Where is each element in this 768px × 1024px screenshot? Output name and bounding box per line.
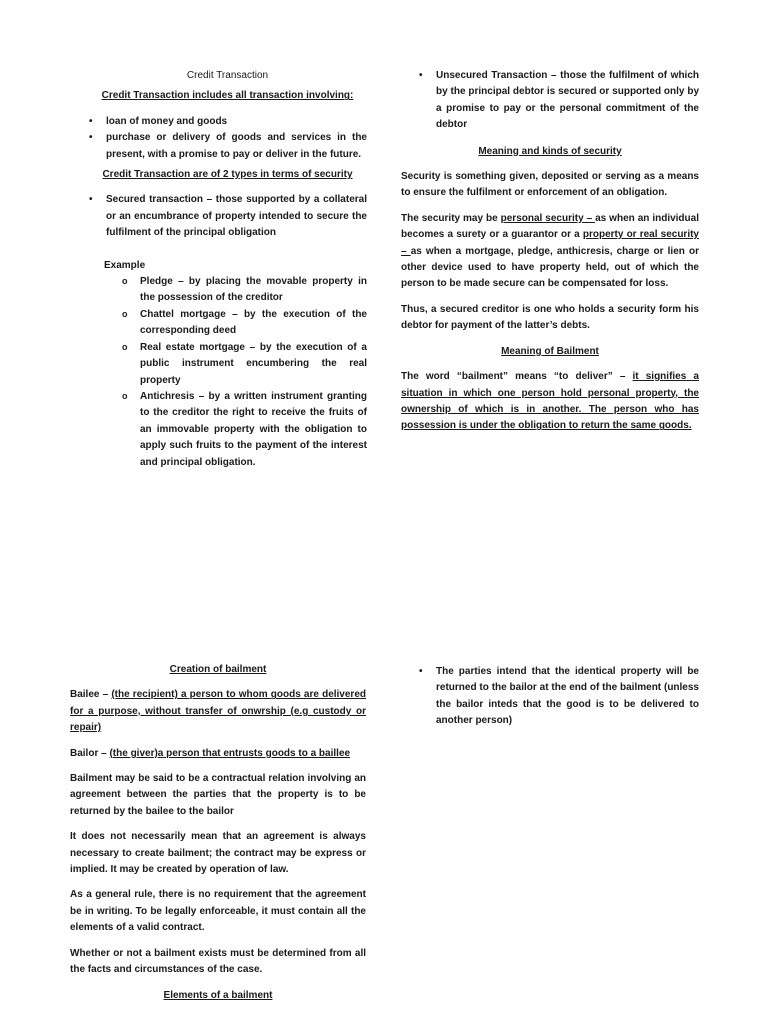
secured-creditor-paragraph: Thus, a secured creditor is one who holds a security form his debtor for payment of the latter’s debts. [401, 303, 699, 332]
text-run: (the recipient) a person to whom goods are delivered for a purpose, without transfer of onwrship (e.g custody or repair) [70, 689, 366, 734]
list-item: o Antichresis – by a written instrument granting to the creditor the right to receive the fruits of an immovable property with the obligation to apply such fruits to the payment of the interest and principal obligation. [140, 389, 367, 471]
paragraph-3: As a general rule, there is no requirement that the agreement be in writing. To be legally enforceable, it must contain all the elements of a valid contract. [70, 889, 366, 934]
list-item: • purchase or delivery of goods and services in the present, with a promise to pay or deliver in the future. [106, 130, 367, 163]
bailment-definition: it signifies a situation in which one person hold personal property, the ownership of which is in another. The person who has possession is under the obligation to return the same goods. [401, 371, 699, 432]
elements-heading: Elements of a bailment [163, 989, 273, 1001]
text-run: The security may be [401, 212, 501, 224]
list-item: • loan of money and goods [106, 114, 367, 130]
text-run: (the giver)a person that entrusts goods to a baillee [109, 747, 351, 759]
s2-right-column [436, 664, 699, 730]
example-list [140, 274, 367, 471]
credit-types-heading: Credit Transaction are of 2 types in terms of security [102, 169, 353, 181]
example-label: Example [104, 259, 146, 271]
intent-list [436, 664, 699, 730]
paragraph-4: Whether or not a bailment exists must be determined from all the facts and circumstances of the case. [70, 947, 366, 976]
bailee-definition [70, 687, 366, 736]
security-heading: Meaning and kinds of security [478, 145, 622, 157]
s1-left-column [88, 68, 367, 471]
list-item: • The parties intend that the identical property will be returned to the bailor at the end of the bailment (unless the bailor inteds that the good is to be delivered to another person) [436, 664, 699, 730]
paragraph-1: Bailment may be said to be a contractual relation involving an agreement between the parties that the property is to be returned by the bailee to the bailor [70, 773, 366, 817]
text-run: The word “bailment” means “to deliver” – [401, 371, 633, 383]
personal-security-term: personal security – [500, 212, 596, 224]
credit-transaction-title: Credit Transaction [186, 70, 269, 81]
list-item: • Unsecured Transaction – those the fulfilment of which by the principal debtor is secured or supported only by a promise to pay or the personal commitment of the debtor [436, 68, 699, 134]
property-security-term: property or real security – [401, 229, 699, 257]
security-kinds-paragraph [401, 211, 699, 293]
list-item: o Chattel mortgage – by the execution of the corresponding deed [140, 307, 367, 340]
secured-list [106, 192, 367, 241]
paragraph-2: It does not necessarily mean that an agreement is always necessary to create bailment; the contract may be express or implied. It may be created by operation of law. [70, 831, 366, 876]
security-definition: Security is something given, deposited or serving as a means to ensure the fulfilment or enforcement of an obligation. [401, 171, 699, 199]
credit-transaction-heading: Credit Transaction includes all transaction involving: [101, 90, 354, 102]
list-item: • Secured transaction – those supported by a collateral or an encumbrance of property intended to secure the fulfilment of the principal obligation [106, 192, 367, 241]
text-run: as when an individual becomes a surety or a guarantor or a [401, 212, 699, 241]
s2-left-column [70, 662, 366, 1004]
list-item: o Pledge – by placing the movable property in the possession of the creditor [140, 274, 367, 307]
bailor-term: Bailor – [70, 747, 110, 759]
unsecured-list [436, 68, 699, 134]
bailment-heading: Meaning of Bailment [501, 345, 599, 357]
bailment-paragraph [401, 369, 699, 435]
text-run: as when a mortgage, pledge, anthicresis, charge or lien or other device used to have property held, out of which the person to be made secure can be compensated for loss. [401, 245, 699, 290]
bailee-term: Bailee – [70, 689, 112, 701]
credit-transaction-list [106, 114, 367, 163]
s1-right-column [401, 68, 699, 435]
creation-heading: Creation of bailment [169, 664, 267, 675]
list-item: o Real estate mortgage – by the execution of a public instrument encumbering the real property [140, 340, 367, 389]
bailor-definition [70, 746, 366, 762]
